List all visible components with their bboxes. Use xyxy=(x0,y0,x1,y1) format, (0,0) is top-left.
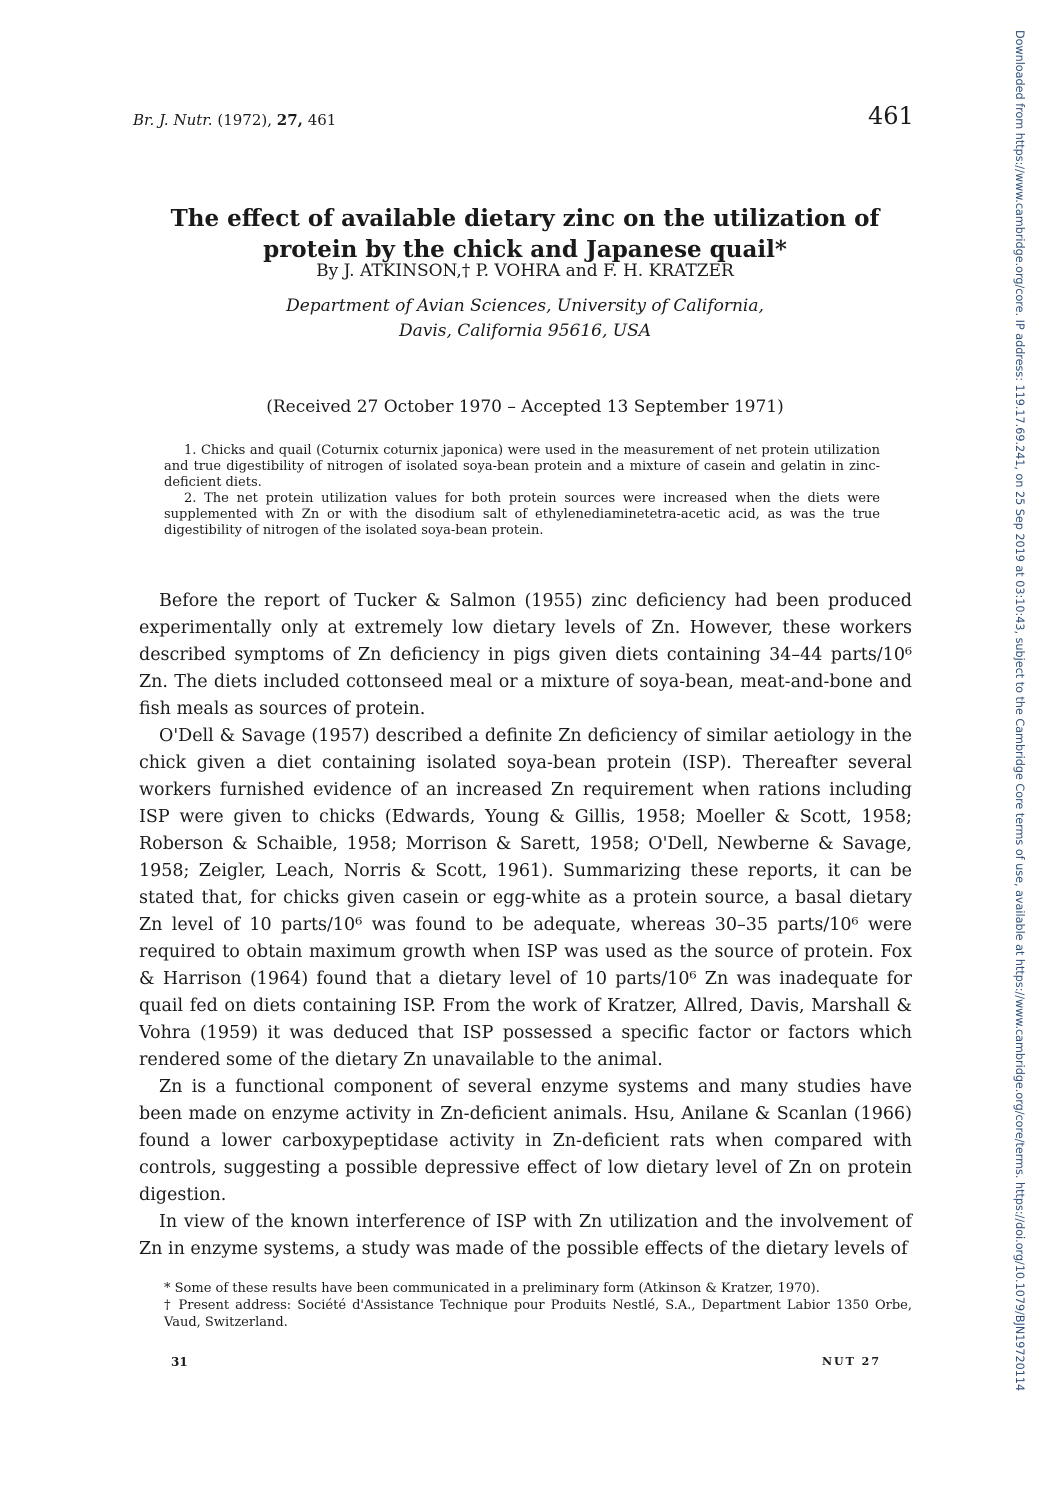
footnotes xyxy=(164,1280,912,1331)
abstract-point-1: 1. Chicks and quail (Coturnix coturnix japonica) were used in the measurement of net protein utilization and true digestibility of nitrogen of isolated soya-bean protein and a mixture of casein and gelatin in zinc-deficient diets. xyxy=(164,443,880,490)
folio: 31 xyxy=(171,1355,188,1369)
received-dates: (Received 27 October 1970 – Accepted 13 September 1971) xyxy=(266,397,784,417)
journal-year: (1972), xyxy=(217,111,273,129)
abstract-point-2: 2. The net protein utilization values for both protein sources were increased when the diets were supplemented with Zn or with the disodium salt of ethylenediaminetetra-acetic acid, as was the true digestibility of nitrogen of the isolated soya-bean protein. xyxy=(164,491,880,538)
body-paragraph-2: O'Dell & Savage (1957) described a definite Zn deficiency of similar aetiology in the chick given a diet containing isolated soya-bean protein (ISP). Thereafter several workers furnished evidence of an increased Zn requirement when rations including ISP were given to chicks (Edwards, Young & Gillis, 1958; Moeller & Scott, 1958; Roberson & Schaible, 1958; Morrison & Sarett, 1958; O'Dell, Newberne & Savage, 1958; Zeigler, Leach, Norris & Scott, 1961). Summarizing these reports, it can be stated that, for chicks given casein or egg-white as a protein source, a basal dietary Zn level of 10 parts/10⁶ was found to be adequate, whereas 30–35 parts/10⁶ were required to obtain maximum growth when ISP was used as the source of protein. Fox & Harrison (1964) found that a dietary level of 10 parts/10⁶ Zn was inadequate for quail fed on diets containing ISP. From the work of Kratzer, Allred, Davis, Marshall & Vohra (1959) it was deduced that ISP possessed a specific factor or factors which rendered some of the dietary Zn unavailable to the animal. xyxy=(139,726,912,1070)
article-title xyxy=(150,203,900,265)
affiliation xyxy=(150,294,900,344)
running-head xyxy=(133,111,336,129)
signature-mark: NUT 27 xyxy=(822,1355,881,1368)
journal-volume: 27, xyxy=(276,111,303,129)
journal-name: Br. J. Nutr. xyxy=(133,111,213,129)
body-paragraph-4: In view of the known interference of ISP with Zn utilization and the involvement of Zn in enzyme systems, a study was made of the possible effects of the dietary levels of xyxy=(139,1212,912,1259)
footnote-dagger: † Present address: Société d'Assistance Technique pour Produits Nestlé, S.A., Department Labior 1350 Orbe, Vaud, Switzerland. xyxy=(164,1298,912,1330)
download-notice-text: Downloaded from https://www.cambridge.org/core. IP address: 119.17.69.241, on 25 Sep 2019 at 03:10:43, subject to the Cambridge Core terms of use, available at https://www.cambridge.org/core/terms. https://doi.org/10.1079/BJN19720114 xyxy=(1013,30,1026,1392)
body-text xyxy=(139,588,912,1263)
title-line-2: protein by the chick and Japanese quail* xyxy=(263,236,787,263)
abstract xyxy=(164,443,880,539)
page-number: 461 xyxy=(868,102,914,130)
title-line-1: The effect of available dietary zinc on the utilization of xyxy=(170,205,880,232)
affiliation-line-1: Department of Avian Sciences, University of California, xyxy=(286,296,764,316)
author-list: By J. ATKINSON,† P. VOHRA and F. H. KRATZER xyxy=(316,261,734,281)
download-notice xyxy=(1010,30,1030,1470)
body-paragraph-1: Before the report of Tucker & Salmon (1955) zinc deficiency had been produced experimentally only at extremely low dietary levels of Zn. However, these workers described symptoms of Zn deficiency in pigs given diets containing 34–44 parts/10⁶ Zn. The diets included cottonseed meal or a mixture of soya-bean, meat-and-bone and fish meals as sources of protein. xyxy=(139,591,912,719)
footnote-asterisk: * Some of these results have been communicated in a preliminary form (Atkinson & Kratzer, 1970). xyxy=(164,1281,820,1296)
affiliation-line-2: Davis, California 95616, USA xyxy=(398,321,652,341)
journal-first-page: 461 xyxy=(307,111,337,129)
body-paragraph-3: Zn is a functional component of several enzyme systems and many studies have been made on enzyme activity in Zn-deficient animals. Hsu, Anilane & Scanlan (1966) found a lower carboxypeptidase activity in Zn-deficient rats when compared with controls, suggesting a possible depressive effect of low dietary level of Zn on protein digestion. xyxy=(139,1077,912,1205)
